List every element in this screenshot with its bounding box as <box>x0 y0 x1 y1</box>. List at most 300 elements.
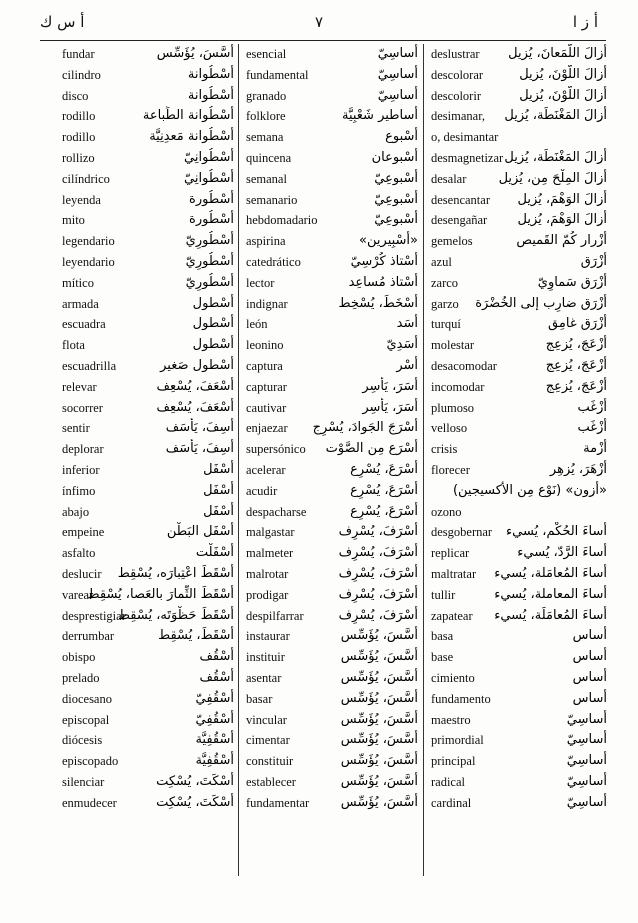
dictionary-entry <box>431 543 607 564</box>
dictionary-entry <box>62 210 234 231</box>
spanish-term: deplorar <box>62 442 104 457</box>
arabic-term: أَسِفَ، يَأْسَف <box>165 441 234 457</box>
spanish-term: garzo <box>431 296 459 311</box>
spanish-term: indignar <box>246 296 288 311</box>
arabic-term: أُسْبوعِيّ <box>374 170 418 186</box>
arabic-term: أَسْكَتَ، يُسْكِت <box>156 773 234 789</box>
spanish-term: rodillo <box>62 109 96 124</box>
dictionary-entry <box>431 626 607 647</box>
arabic-term: أُسْطُوانة <box>187 87 234 103</box>
arabic-term: أَزْعَجَ، يُزعِج <box>545 357 607 373</box>
spanish-term: captura <box>246 358 283 373</box>
arabic-term: أَساطير شَعْبِيَّة <box>341 108 418 124</box>
arabic-term: أَسَّسَ، يُؤَسِّس <box>340 711 418 727</box>
arabic-term: أَساءَ الرَّدّ، يُسيء <box>517 545 607 561</box>
dictionary-entry <box>62 626 234 647</box>
dictionary-entry <box>431 65 607 86</box>
arabic-term: أُسْطُورِيّ <box>185 274 234 290</box>
spanish-term: instaurar <box>246 629 290 644</box>
dictionary-entry <box>246 460 418 481</box>
spanish-term: cilindro <box>62 67 101 82</box>
spanish-term: malmeter <box>246 546 294 561</box>
dictionary-entry <box>246 689 418 710</box>
dictionary-entry <box>246 252 418 273</box>
spanish-term: desacomodar <box>431 358 497 373</box>
spanish-term: basar <box>246 691 273 706</box>
spanish-term: semanal <box>246 171 287 186</box>
spanish-term: obispo <box>62 650 96 665</box>
arabic-term: أَسْفَل <box>203 503 234 519</box>
spanish-term: rollizo <box>62 150 95 165</box>
spanish-term: fundamental <box>246 67 309 82</box>
arabic-term: أَسْقَطَ الثِّمارَ بالعَصا، يُسْقِط <box>87 586 234 602</box>
spanish-term: silenciar <box>62 774 105 789</box>
spanish-term: enmudecer <box>62 795 117 810</box>
spanish-term: desmagnetizar <box>431 150 504 165</box>
spanish-term: rodillo <box>62 130 96 145</box>
arabic-term: أَساءَ المعاملة، يُسيء <box>494 586 607 602</box>
arabic-term: أَسْرَعَ، يُسْرِع <box>350 503 418 519</box>
spanish-term: fundar <box>62 47 95 61</box>
arabic-term: أُسْطُوانِيّ <box>184 170 234 186</box>
spanish-term: fundamento <box>431 691 491 706</box>
arabic-term: أَسَّسَ، يُؤَسِّس <box>340 690 418 706</box>
arabic-term: أُسْقُفِيّ <box>195 711 234 727</box>
arabic-term: أَزْرَق <box>580 253 607 269</box>
spanish-term: plumoso <box>431 400 475 415</box>
dictionary-entry <box>246 127 418 148</box>
spanish-term: cimiento <box>431 670 475 685</box>
dictionary-entry <box>246 522 418 543</box>
arabic-term: أَسْخَطَ، يُسْخِط <box>338 295 418 311</box>
arabic-term: أَساس <box>572 649 607 665</box>
arabic-term: أُسْطول صَغير <box>160 357 234 373</box>
spanish-term: león <box>246 317 268 332</box>
spanish-term: relevar <box>62 379 97 394</box>
arabic-term: أَزْرار كُمّ القَميص <box>516 233 607 249</box>
dictionary-entry <box>246 398 418 419</box>
dictionary-entry <box>62 294 234 315</box>
spanish-term: despilfarrar <box>246 608 304 623</box>
spanish-term: asfalto <box>62 546 96 561</box>
spanish-term: hebdomadario <box>246 213 318 228</box>
arabic-term: أَزالَ المَغْنَطَة، يُزيل <box>504 108 607 124</box>
spanish-term: fundamentar <box>246 795 310 810</box>
page-number: ٧ <box>314 13 324 31</box>
dictionary-entry <box>62 689 234 710</box>
spanish-term: descolorar <box>431 67 484 82</box>
arabic-term: أُسْطُوانة مَعدِنِيَّة <box>149 129 234 145</box>
dictionary-entry <box>246 314 418 335</box>
dictionary-entry <box>246 44 418 65</box>
dictionary-entry <box>246 751 418 772</box>
spanish-term: acudir <box>246 483 278 498</box>
dictionary-entry <box>62 730 234 751</box>
dictionary-entry <box>431 294 607 315</box>
dictionary-entry <box>246 86 418 107</box>
dictionary-entry <box>62 231 234 252</box>
spanish-term: abajo <box>62 504 90 519</box>
arabic-term: أَسَّسَ، يُؤَسِّس <box>340 649 418 665</box>
arabic-term: أَساسِيّ <box>566 732 607 748</box>
spanish-term: derrumbar <box>62 629 115 644</box>
dictionary-entry <box>431 418 607 439</box>
dictionary-entry <box>431 231 607 252</box>
dictionary-entry <box>246 335 418 356</box>
dictionary-entry <box>62 377 234 398</box>
dictionary-entry <box>431 314 607 335</box>
spanish-term: armada <box>62 296 99 311</box>
arabic-term: أُسْبوعان <box>371 149 418 165</box>
spanish-term: prelado <box>62 670 100 685</box>
arabic-term: أُسْقُفِيَّة <box>195 753 234 769</box>
dictionary-entry <box>62 314 234 335</box>
arabic-term: أَسِفَ، يَأْسَف <box>165 420 234 436</box>
spanish-term: constituir <box>246 754 294 769</box>
dictionary-entry <box>431 522 607 543</box>
dictionary-entry <box>246 377 418 398</box>
arabic-term: أَزالَ المِلْحَ مِن، يُزيل <box>498 170 607 186</box>
arabic-term: أُسْبوعِيّ <box>374 212 418 228</box>
dictionary-entry <box>246 585 418 606</box>
dictionary-entry <box>246 606 418 627</box>
dictionary-entry <box>62 564 234 585</box>
dictionary-entry <box>62 273 234 294</box>
spanish-term: instituir <box>246 650 285 665</box>
arabic-term: أَساءَ الحُكْم، يُسيء <box>506 524 607 540</box>
dictionary-entry <box>246 356 418 377</box>
arabic-term: أَزْرَق ضارِب إلى الخُضْرَة <box>475 295 607 311</box>
dictionary-entry <box>431 335 607 356</box>
dictionary-entry <box>62 335 234 356</box>
arabic-term: أُسْتاذ مُساعِد <box>348 274 418 290</box>
arabic-term: أَساسِيّ <box>566 753 607 769</box>
arabic-term: أَزْرَق غامِق <box>548 316 607 332</box>
dictionary-entry <box>431 127 607 148</box>
spanish-term: desengañar <box>431 213 488 228</box>
dictionary-entry <box>431 689 607 710</box>
spanish-term: granado <box>246 88 287 103</box>
arabic-term: أَسْفَل <box>203 461 234 477</box>
column-right <box>431 44 607 876</box>
spanish-term: disco <box>62 88 89 103</box>
dictionary-entry <box>431 730 607 751</box>
dictionary-entry <box>246 65 418 86</box>
arabic-term: أَساسِيّ <box>566 711 607 727</box>
column-divider <box>423 44 424 876</box>
arabic-term: أَسْقَطَ اعْتِبارَه، يُسْقِط <box>117 565 234 581</box>
spanish-term: desalar <box>431 171 467 186</box>
spanish-term: desimanar, <box>431 109 485 124</box>
spanish-term: leonino <box>246 338 284 353</box>
spanish-term: inferior <box>62 462 100 477</box>
arabic-term: أَساس <box>572 669 607 685</box>
spanish-term: cardinal <box>431 795 472 810</box>
spanish-term: varear <box>62 587 94 602</box>
entry-list <box>431 44 607 813</box>
spanish-term: crisis <box>431 442 458 457</box>
spanish-term: esencial <box>246 47 287 61</box>
arabic-term: أَسْعَفَ، يُسْعِف <box>156 378 234 394</box>
arabic-term: «أُزون» (نَوْع مِن الأُكسيجين) <box>452 482 607 498</box>
dictionary-entry <box>62 439 234 460</box>
arabic-term: أُسْقُفِيّ <box>195 690 234 706</box>
arabic-term: أَسَّسَ، يُؤَسِّس <box>340 773 418 789</box>
spanish-term: radical <box>431 774 466 789</box>
spanish-term: flota <box>62 338 85 353</box>
arabic-term: أَسْقَطَ حَظْوَتَه، يُسْقِط <box>117 607 234 623</box>
arabic-term: أَسَد <box>396 316 418 332</box>
dictionary-entry <box>246 190 418 211</box>
dictionary-entry <box>62 127 234 148</box>
spanish-term: maestro <box>431 712 471 727</box>
spanish-term: leyendario <box>62 254 115 269</box>
spanish-term: descolorir <box>431 88 481 103</box>
dictionary-entry <box>431 481 607 502</box>
spanish-term: prodigar <box>246 587 289 602</box>
spanish-term: episcopal <box>62 712 110 727</box>
arabic-term: أُسْطُورة <box>189 191 234 207</box>
spanish-term: despacharse <box>246 504 307 519</box>
spanish-term: azul <box>431 254 452 269</box>
arabic-term: أَسَّسَ، يُؤَسِّس <box>340 732 418 748</box>
dictionary-entry <box>246 439 418 460</box>
arabic-term: أَزْغَب <box>577 399 607 415</box>
spanish-term: sentir <box>62 421 90 436</box>
arabic-term: أَسَرَ، يَأْسِر <box>362 378 418 394</box>
dictionary-entry <box>62 585 234 606</box>
dictionary-entry <box>62 481 234 502</box>
dictionary-entry <box>431 772 607 793</box>
column-left <box>62 44 234 876</box>
dictionary-entry <box>62 502 234 523</box>
header-rule <box>40 40 606 41</box>
arabic-term: أَسَرَ، يَأْسِر <box>362 399 418 415</box>
dictionary-entry <box>62 772 234 793</box>
dictionary-entry <box>246 668 418 689</box>
spanish-term: primordial <box>431 733 484 748</box>
dictionary-entry <box>62 252 234 273</box>
arabic-term: أُسْقُفِيَّة <box>195 732 234 748</box>
dictionary-entry <box>246 210 418 231</box>
dictionary-entry <box>431 585 607 606</box>
dictionary-entry <box>431 710 607 731</box>
spanish-term: capturar <box>246 379 287 394</box>
arabic-term: أُسْطُورة <box>189 212 234 228</box>
spanish-term: diócesis <box>62 733 103 748</box>
dictionary-entry <box>62 606 234 627</box>
arabic-term: أَزْغَب <box>577 420 607 436</box>
spanish-term: desencantar <box>431 192 490 207</box>
arabic-term: أَسْرَفَ، يُسْرِف <box>338 586 418 602</box>
dictionary-entry <box>431 564 607 585</box>
spanish-term: maltratar <box>431 566 477 581</box>
dictionary-entry <box>62 647 234 668</box>
dictionary-entry <box>246 710 418 731</box>
spanish-term: base <box>431 650 454 665</box>
dictionary-entry <box>62 190 234 211</box>
spanish-term: empeine <box>62 525 105 540</box>
spanish-term: socorrer <box>62 400 103 415</box>
arabic-term: أَساسِيّ <box>566 773 607 789</box>
dictionary-entry <box>246 502 418 523</box>
dictionary-entry <box>246 793 418 814</box>
arabic-term: أُسْبوعِيّ <box>374 191 418 207</box>
spanish-term: desgobernar <box>431 525 493 540</box>
arabic-term: أَسْرَع مِن الصَّوْت <box>325 441 418 457</box>
spanish-term: episcopado <box>62 754 119 769</box>
arabic-term: أَسْعَفَ، يُسْعِف <box>156 399 234 415</box>
arabic-term: أَسْرَعَ، يُسْرِع <box>350 482 418 498</box>
spanish-term: velloso <box>431 421 468 436</box>
dictionary-entry <box>246 106 418 127</box>
arabic-term: أُسْطُوانِيّ <box>184 149 234 165</box>
dictionary-entry <box>431 169 607 190</box>
header-left-guide: أ س ك <box>40 13 85 31</box>
arabic-term: أُسْطُورِيّ <box>185 233 234 249</box>
spanish-term: escuadra <box>62 317 106 332</box>
dictionary-entry <box>62 522 234 543</box>
dictionary-entry <box>62 169 234 190</box>
spanish-term: zarco <box>431 275 459 290</box>
dictionary-entry <box>62 418 234 439</box>
spanish-term: principal <box>431 754 476 769</box>
dictionary-entry <box>431 44 607 65</box>
dictionary-entry <box>62 148 234 169</box>
dictionary-entry <box>62 751 234 772</box>
arabic-term: أَسَدِيّ <box>386 337 418 353</box>
arabic-term: أُسْطول <box>192 337 234 353</box>
spanish-term: gemelos <box>431 234 473 249</box>
dictionary-entry <box>431 377 607 398</box>
spanish-term: ínfimo <box>62 483 96 498</box>
dictionary-entry <box>431 502 607 523</box>
spanish-term: replicar <box>431 546 470 561</box>
dictionary-entry <box>431 398 607 419</box>
spanish-term: florecer <box>431 462 470 477</box>
spanish-term: o, desimantar <box>431 130 499 145</box>
arabic-term: أَساءَ المُعامَلة، يُسيء <box>494 565 607 581</box>
arabic-term: أَسْرَفَ، يُسْرِف <box>338 565 418 581</box>
dictionary-entry <box>431 86 607 107</box>
dictionary-entry <box>62 793 234 814</box>
dictionary-entry <box>62 86 234 107</box>
dictionary-entry <box>246 294 418 315</box>
arabic-term: «أَسْبِيرين» <box>359 233 418 249</box>
dictionary-entry <box>431 439 607 460</box>
spanish-term: deslucir <box>62 566 102 581</box>
arabic-term: أَزْمة <box>583 441 607 457</box>
arabic-term: أَسْقَطَ، يُسْقِط <box>158 628 234 644</box>
spanish-term: desprestigiar <box>62 608 126 623</box>
dictionary-entry <box>431 647 607 668</box>
arabic-term: أَساسِيّ <box>377 66 418 82</box>
dictionary-entry <box>431 751 607 772</box>
spanish-term: cimentar <box>246 733 290 748</box>
arabic-term: أَسْر <box>396 357 418 373</box>
arabic-term: أَسَّسَ، يُؤَسِّس <box>340 753 418 769</box>
dictionary-entry <box>246 148 418 169</box>
arabic-term: أُسْقُف <box>199 669 234 685</box>
arabic-term: أَسْفَل <box>203 482 234 498</box>
dictionary-entry <box>246 564 418 585</box>
arabic-term: أَساءَ المُعامَلَة، يُسيء <box>494 607 607 623</box>
spanish-term: asentar <box>246 670 282 685</box>
arabic-term: أَسْرَفَ، يُسْرِف <box>338 545 418 561</box>
arabic-term: أَسْرَفَ، يُسْرِف <box>338 524 418 540</box>
dictionary-entry <box>431 106 607 127</box>
dictionary-entry <box>431 606 607 627</box>
dictionary-entry <box>62 356 234 377</box>
spanish-term: mítico <box>62 275 94 290</box>
spanish-term: turquí <box>431 317 461 332</box>
spanish-term: deslustrar <box>431 47 480 61</box>
spanish-term: quincena <box>246 150 292 165</box>
dictionary-entry <box>246 169 418 190</box>
header-right-guide: أ ز ا <box>572 13 598 31</box>
entry-list <box>246 44 418 813</box>
dictionary-entry <box>62 65 234 86</box>
arabic-term: أَسْرَعَ، يُسْرِع <box>350 461 418 477</box>
spanish-term: acelerar <box>246 462 286 477</box>
arabic-term: أَزالَ الوَهْمَ، يُزيل <box>517 191 607 207</box>
spanish-term: supersónico <box>246 442 306 457</box>
column-middle <box>246 44 418 876</box>
dictionary-entry <box>62 543 234 564</box>
spanish-term: basa <box>431 629 454 644</box>
spanish-term: aspirina <box>246 234 286 249</box>
column-divider <box>238 44 239 876</box>
spanish-term: establecer <box>246 774 296 789</box>
arabic-term: أَساس <box>572 690 607 706</box>
dictionary-entry <box>431 668 607 689</box>
spanish-term: vincular <box>246 712 287 727</box>
dictionary-entry <box>62 668 234 689</box>
spanish-term: malgastar <box>246 525 295 540</box>
spanish-term: lector <box>246 275 275 290</box>
arabic-term: أُسْطول <box>192 316 234 332</box>
arabic-term: أَسَّسَ، يُؤَسِّس <box>340 669 418 685</box>
dictionary-entry <box>431 460 607 481</box>
arabic-term: أَساسِيّ <box>566 794 607 810</box>
arabic-term: أَسْفَلْت <box>195 545 234 561</box>
dictionary-entry <box>246 543 418 564</box>
arabic-term: أَسْفَل البَطْن <box>166 524 234 540</box>
dictionary-entry <box>246 772 418 793</box>
arabic-term: أَزالَ اللَّمَعانَ، يُزيل <box>508 46 607 61</box>
arabic-term: أَزْعَجَ، يُزعِج <box>545 378 607 394</box>
arabic-term: أُسْبوع <box>385 129 418 145</box>
arabic-term: أَسْرَجَ الجَوادَ، يُسْرِج <box>312 420 418 436</box>
spanish-term: zapatear <box>431 608 473 623</box>
spanish-term: enjaezar <box>246 421 288 436</box>
arabic-term: أَساس <box>572 628 607 644</box>
dictionary-entry <box>62 398 234 419</box>
entry-list <box>62 44 234 813</box>
spanish-term: escuadrilla <box>62 358 117 373</box>
spanish-term: incomodar <box>431 379 485 394</box>
arabic-term: أَزالَ المَغْنَطَة، يُزيل <box>504 149 607 165</box>
arabic-term: أُسْطُورِيّ <box>185 253 234 269</box>
dictionary-entry <box>62 460 234 481</box>
arabic-term: أَزالَ الوَهْمَ، يُزيل <box>517 212 607 228</box>
dictionary-entry <box>246 626 418 647</box>
arabic-term: أُسْطُوانة الطِّباعة <box>142 108 234 124</box>
dictionary-entry <box>62 106 234 127</box>
arabic-term: أَزْعَجَ، يُزعِج <box>545 337 607 353</box>
spanish-term: semanario <box>246 192 298 207</box>
arabic-term: أُسْطُوانة <box>187 66 234 82</box>
